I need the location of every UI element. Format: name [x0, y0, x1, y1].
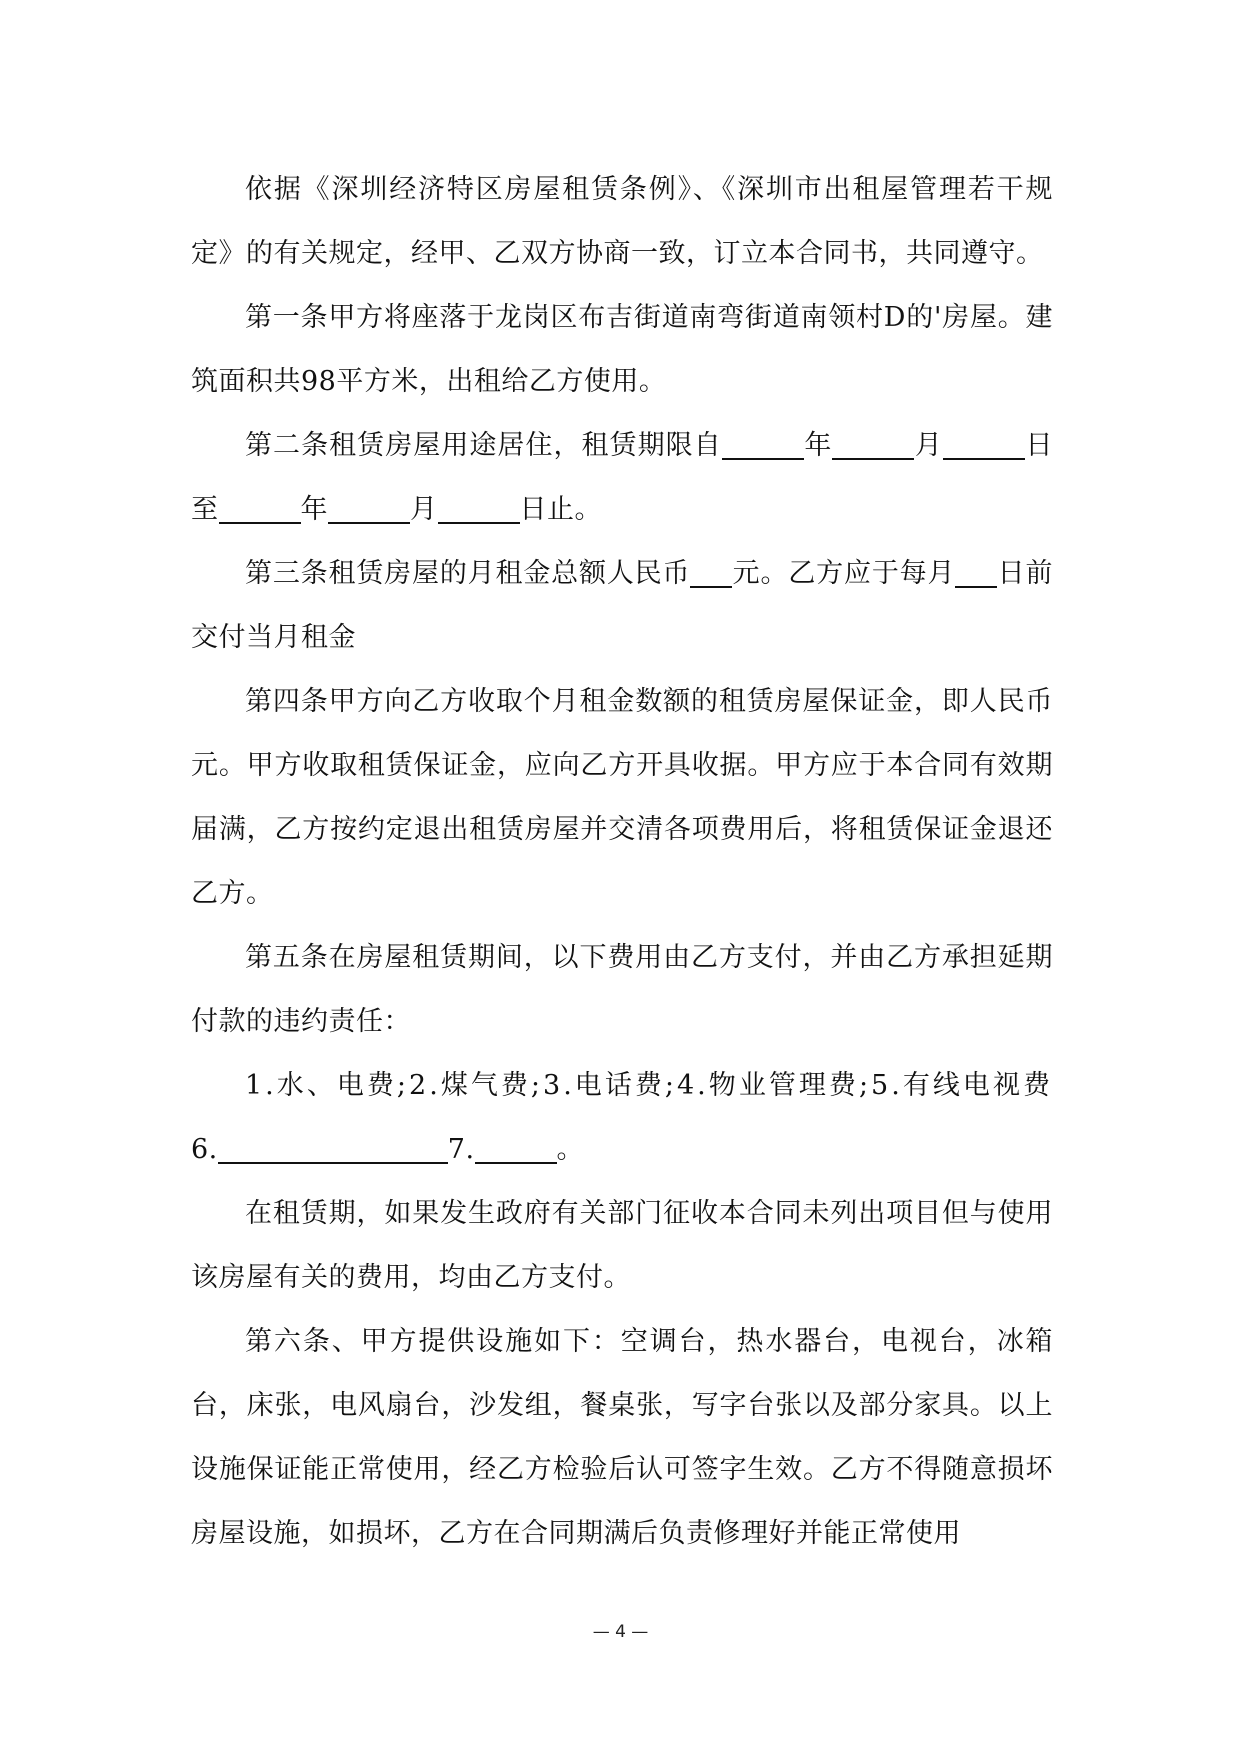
article-3-paragraph: [191, 542, 1053, 670]
article-3-prefix: 第三条租赁房屋的月租金总额人民币: [245, 558, 691, 589]
intro-paragraph: 依据《深圳经济特区房屋租赁条例》、《深圳市出租屋管理若干规定》的有关规定，经甲、乙双方协商一致，订立本合同书，共同遵守。: [191, 174, 1053, 269]
end-day-blank: [438, 492, 520, 524]
fee-item-6-blank: [218, 1132, 448, 1164]
article-1-paragraph: 第一条甲方将座落于龙岗区布吉街道南弯街道南领村D的'房屋。建筑面积共98平方米，出租给乙方使用。: [191, 302, 1053, 397]
start-day-to-label: 日至: [191, 430, 1054, 525]
end-month-label: 月: [410, 494, 438, 525]
article-3-middle: 元。乙方应于每月: [732, 558, 956, 589]
article-6-paragraph: 第六条、甲方提供设施如下：空调台，热水器台，电视台，冰箱台，床张，电风扇台，沙发组，餐桌张，写字台张以及部分家具。以上设施保证能正常使用，经乙方检验后认可签字生效。乙方不得随意损坏房屋设施，如损坏，乙方在合同期满后负责修理好并能正常使用: [191, 1326, 1053, 1549]
end-month-blank: [328, 492, 410, 524]
article-2-paragraph: [191, 414, 1053, 542]
end-day-label: 日止。: [519, 494, 602, 525]
fee-item-7-blank: [475, 1132, 557, 1164]
document-body: [191, 158, 1053, 1566]
article-5-paragraph: 第五条在房屋租赁期间，以下费用由乙方支付，并由乙方承担延期付款的违约责任：: [191, 942, 1053, 1037]
rent-amount-blank: [690, 556, 732, 588]
fee-items-blanks-line: [191, 1118, 1053, 1182]
article-4-paragraph: 第四条甲方向乙方收取个月租金数额的租赁房屋保证金，即人民币元。甲方收取租赁保证金，应向乙方开具收据。甲方应于本合同有效期届满，乙方按约定退出租赁房屋并交清各项费用后，将租赁保证金退还乙方。: [191, 686, 1053, 909]
start-day-blank: [943, 428, 1025, 460]
payment-day-blank: [955, 556, 997, 588]
fee-items-line: 1.水、电费;2.煤气费;3.电话费;4.物业管理费;5.有线电视费: [245, 1070, 1053, 1101]
end-year-label: 年: [300, 494, 328, 525]
end-year-blank: [219, 492, 301, 524]
start-year-blank: [722, 428, 804, 460]
fee-items-end: 。: [556, 1134, 585, 1165]
start-year-label: 年: [803, 430, 833, 461]
start-month-blank: [832, 428, 914, 460]
article-3-suffix: 日前交付当月租金: [191, 558, 1054, 653]
article-2-prefix: 第二条租赁房屋用途居住，租赁期限自: [245, 430, 722, 461]
page-number: — 4 —: [592, 1622, 649, 1642]
lease-period-paragraph: 在租赁期，如果发生政府有关部门征收本合同未列出项目但与使用该房屋有关的费用，均由乙方支付。: [191, 1198, 1053, 1293]
start-month-label: 月: [914, 430, 943, 461]
fee-item-6-label: 6.: [191, 1134, 218, 1165]
fee-item-7-label: 7.: [447, 1134, 475, 1165]
